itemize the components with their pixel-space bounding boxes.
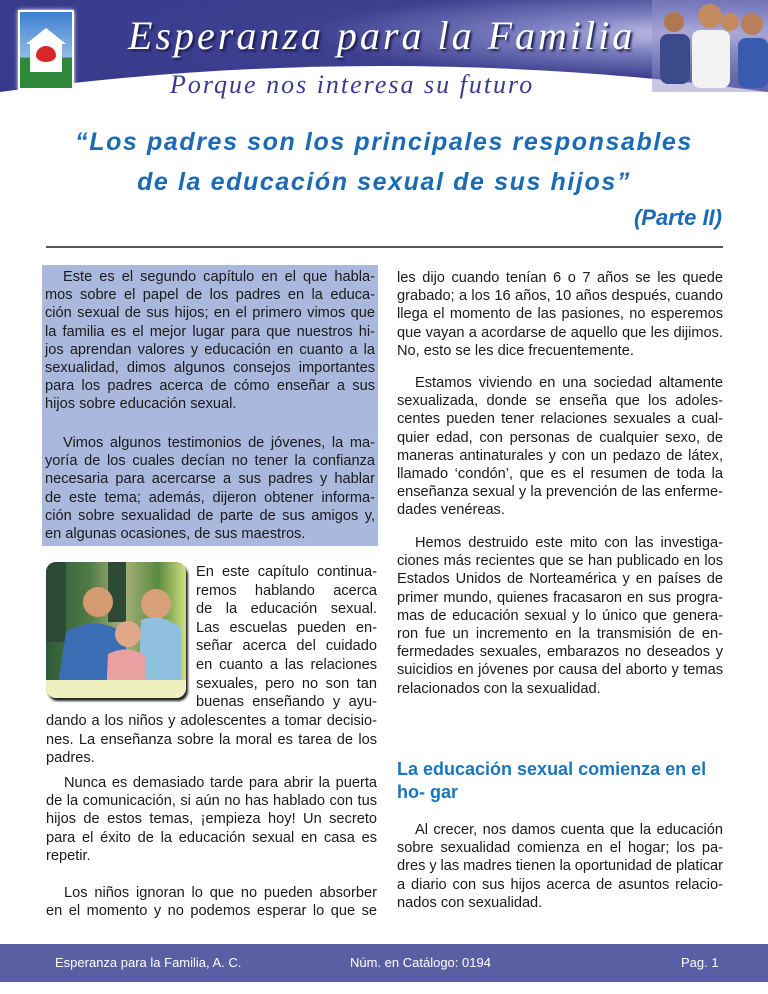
text-line-content: llamado ‘condón’, que es el resumen de toda la xyxy=(397,465,723,482)
text-line-content: Vimos algunos testimonios de jóvenes, la ma- xyxy=(63,435,375,451)
text-line xyxy=(45,268,375,286)
text-line-content: ciones más recientes que se han publicado en los xyxy=(397,553,723,570)
text-line xyxy=(397,269,723,287)
text-line xyxy=(397,661,723,679)
left-paragraph-2 xyxy=(45,434,375,543)
text-line xyxy=(45,507,375,525)
text-line-content: repetir. xyxy=(46,847,91,864)
text-line xyxy=(45,359,375,377)
text-line xyxy=(397,342,723,360)
text-line-content: relacionados con la sexualidad. xyxy=(397,680,601,697)
family-image xyxy=(46,562,186,698)
text-line-content: Las escuelas pueden en- xyxy=(196,619,377,636)
text-line-content: grabado; a los 16 años, 10 años después, cuando xyxy=(397,288,723,305)
text-line xyxy=(196,656,377,675)
left-paragraph-3-cont xyxy=(46,712,377,768)
text-line-content: maneras antinaturales y con un pedazo de látex, xyxy=(397,447,723,464)
text-line-content: sobre sexualidad comienza en el hogar; los pa- xyxy=(397,840,723,857)
footer-catalog-number: Núm. en Catálogo: 0194 xyxy=(350,955,491,970)
text-line-content: mas de educación sexual y lo único que genera- xyxy=(397,607,723,624)
text-line xyxy=(45,395,375,413)
text-line xyxy=(45,489,375,507)
text-line-content: llega el momento de las pasiones, no esperemos xyxy=(397,306,723,323)
text-line xyxy=(397,607,723,625)
text-line-content: Este es el segundo capítulo en el que habla- xyxy=(63,269,375,285)
text-line-content: hijos de estos temas, ¡empieza hoy! Un secreto xyxy=(46,811,377,828)
text-line-content: de la educación sexual. xyxy=(196,601,377,618)
text-line-content: ción sobre sexualidad de parte de sus amigos y, xyxy=(45,507,375,524)
text-line-content: en el momento y no podemos esperar lo que se xyxy=(46,903,377,920)
text-line xyxy=(46,829,377,847)
text-line-content: nados con sexualidad. xyxy=(397,894,543,911)
text-line xyxy=(196,675,377,694)
title-divider xyxy=(46,246,723,248)
text-line xyxy=(46,847,377,865)
text-line xyxy=(46,810,377,828)
text-line-content: Hemos destruido este mito con las investiga- xyxy=(415,535,723,551)
article-title-line-2: de la educación sexual de sus hijos” xyxy=(137,168,631,196)
text-line-content: primer mundo, quienes fracasaron en sus progra- xyxy=(397,589,723,606)
text-line xyxy=(397,429,723,447)
text-line xyxy=(397,894,723,912)
text-line-content: la familia es el mejor lugar para que nuestros hi- xyxy=(45,323,375,340)
text-line-content: de este tema; además, dijeron obtener informa- xyxy=(45,489,375,506)
text-line xyxy=(46,792,377,810)
text-line-content: sexualizada, donde se enseña que los adoles- xyxy=(397,393,723,410)
text-line-content: yoría de los cuales decían no tener la confianza xyxy=(45,453,375,470)
heart-icon xyxy=(36,46,56,62)
text-line xyxy=(196,693,377,712)
text-line-content: nes. La enseñanza sobre la moral es tarea de los xyxy=(46,731,377,748)
left-paragraph-4 xyxy=(46,774,377,865)
text-line xyxy=(397,501,723,519)
text-line xyxy=(46,731,377,750)
text-line-content: en algunas ocasiones, de sus maestros. xyxy=(45,525,306,542)
text-line xyxy=(397,374,723,392)
text-line xyxy=(196,563,377,582)
text-line xyxy=(46,884,377,902)
text-line-content: en cuanto a las relaciones xyxy=(196,656,377,673)
text-line xyxy=(397,324,723,342)
text-line xyxy=(45,525,375,543)
text-line-content: Los niños ignoran lo que no pueden absorber xyxy=(64,885,377,901)
text-line-content: Estamos viviendo en una sociedad altamente xyxy=(415,375,723,391)
text-line xyxy=(46,749,377,768)
text-line xyxy=(397,534,723,552)
text-line xyxy=(397,857,723,875)
text-line-content: jos aprendan valores y educación en cuanto a la xyxy=(45,341,375,358)
left-paragraph-5 xyxy=(46,884,377,920)
organization-logo xyxy=(18,10,74,90)
text-line xyxy=(397,570,723,588)
text-line xyxy=(397,305,723,323)
text-line xyxy=(397,410,723,428)
right-paragraph-3 xyxy=(397,534,723,698)
text-line-content: fermedades sexuales, embarazos no deseados y xyxy=(397,644,723,661)
text-line-content: remos hablando acerca xyxy=(196,582,377,599)
left-paragraph-1 xyxy=(45,268,375,414)
section-heading: La educación sexual comienza en el ho- gar xyxy=(397,759,707,802)
text-line-content: ción sexual de sus hijos; en el primero vimos que xyxy=(45,305,375,322)
text-line-content: ron fue un incremento en la transmisión de en- xyxy=(397,625,723,642)
text-line xyxy=(397,287,723,305)
text-line-content: Estados Unidos de Norteamérica y en países de xyxy=(397,571,723,588)
text-line-content: padres. xyxy=(46,750,95,767)
brand-title: Esperanza para la Familia xyxy=(128,13,636,58)
text-line-content: mos sobre el papel de los padres en la educa- xyxy=(45,287,375,304)
text-line-content: hijos sobre educación sexual. xyxy=(45,396,237,413)
text-line-content: enseñanza sexual y la prevención de las enferme- xyxy=(397,484,723,501)
header-banner xyxy=(0,0,768,112)
text-line xyxy=(45,452,375,470)
text-line xyxy=(397,876,723,894)
text-line xyxy=(397,465,723,483)
text-line xyxy=(397,625,723,643)
text-line-content: No, esto se les dice frecuentemente. xyxy=(397,342,634,359)
text-line-content: Nunca es demasiado tarde para abrir la puerta xyxy=(64,775,377,791)
text-line xyxy=(45,323,375,341)
text-line-content: buenas enseñando y ayu- xyxy=(196,694,377,711)
text-line xyxy=(397,392,723,410)
footer-organization: Esperanza para la Familia, A. C. xyxy=(55,955,242,970)
text-line-content: dres y las madres tienen la oportunidad de platicar xyxy=(397,858,723,875)
footer-page-number: Pag. 1 xyxy=(681,955,719,970)
text-line xyxy=(45,304,375,322)
right-paragraph-4 xyxy=(397,821,723,912)
text-line xyxy=(45,377,375,395)
text-line xyxy=(397,447,723,465)
text-line-content: Al crecer, nos damos cuenta que la educación xyxy=(415,822,723,838)
text-line-content: suicidios en jóvenes por causa del aborto y temas xyxy=(397,662,723,679)
brand-tagline: Porque nos interesa su futuro xyxy=(170,70,535,99)
text-line-content: para los padres acerca de cómo enseñar a sus xyxy=(45,378,375,395)
text-line xyxy=(45,470,375,488)
text-line-content: dando a los niños y adolescentes a tomar decisio- xyxy=(46,713,377,729)
text-line xyxy=(397,552,723,570)
text-line xyxy=(397,589,723,607)
text-line xyxy=(397,680,723,698)
text-line-content: En este capítulo continua- xyxy=(196,564,377,580)
text-line xyxy=(196,600,377,619)
family-photo xyxy=(652,0,768,92)
text-line xyxy=(397,821,723,839)
text-line xyxy=(45,434,375,452)
text-line xyxy=(397,643,723,661)
text-line xyxy=(45,286,375,304)
footer-bar xyxy=(0,944,768,982)
text-line xyxy=(397,839,723,857)
text-line xyxy=(46,712,377,731)
text-line xyxy=(196,582,377,601)
text-line xyxy=(196,637,377,656)
text-line xyxy=(46,902,377,920)
text-line-content: señar acerca del cuidado xyxy=(196,638,377,655)
right-paragraph-2 xyxy=(397,374,723,520)
text-line xyxy=(45,341,375,359)
text-line-content: les dijo cuando tenían 6 o 7 años se les quede xyxy=(397,270,723,286)
left-paragraph-3-wrap xyxy=(196,563,377,712)
text-line-content: de la comunicación, si aún no has hablado con tus xyxy=(46,793,377,810)
text-line xyxy=(196,619,377,638)
text-line xyxy=(397,483,723,501)
article-part: (Parte II) xyxy=(633,205,722,230)
text-line-content: dades venéreas. xyxy=(397,502,505,519)
right-paragraph-1 xyxy=(397,269,723,360)
text-line-content: quier edad, con personas de cualquier sexo, de xyxy=(397,429,723,446)
text-line-content: sexualidad, dimos algunos consejos importantes xyxy=(45,359,375,376)
text-line-content: a diario con sus hijos acerca de asuntos relacio- xyxy=(397,876,723,893)
article-title-line-1: “Los padres son los principales responsables xyxy=(75,128,693,156)
text-line-content: que vayan a acordarse de aquello que les dijimos. xyxy=(397,324,723,341)
text-line xyxy=(46,774,377,792)
text-line-content: sexuales, pero no son tan xyxy=(196,675,377,692)
text-line-content: centes pueden tener relaciones sexuales a cual- xyxy=(397,411,723,428)
text-line-content: para el éxito de la educación sexual en casa es xyxy=(46,829,377,846)
text-line-content: necesaria para acercarse a sus padres y hablar xyxy=(45,471,375,488)
